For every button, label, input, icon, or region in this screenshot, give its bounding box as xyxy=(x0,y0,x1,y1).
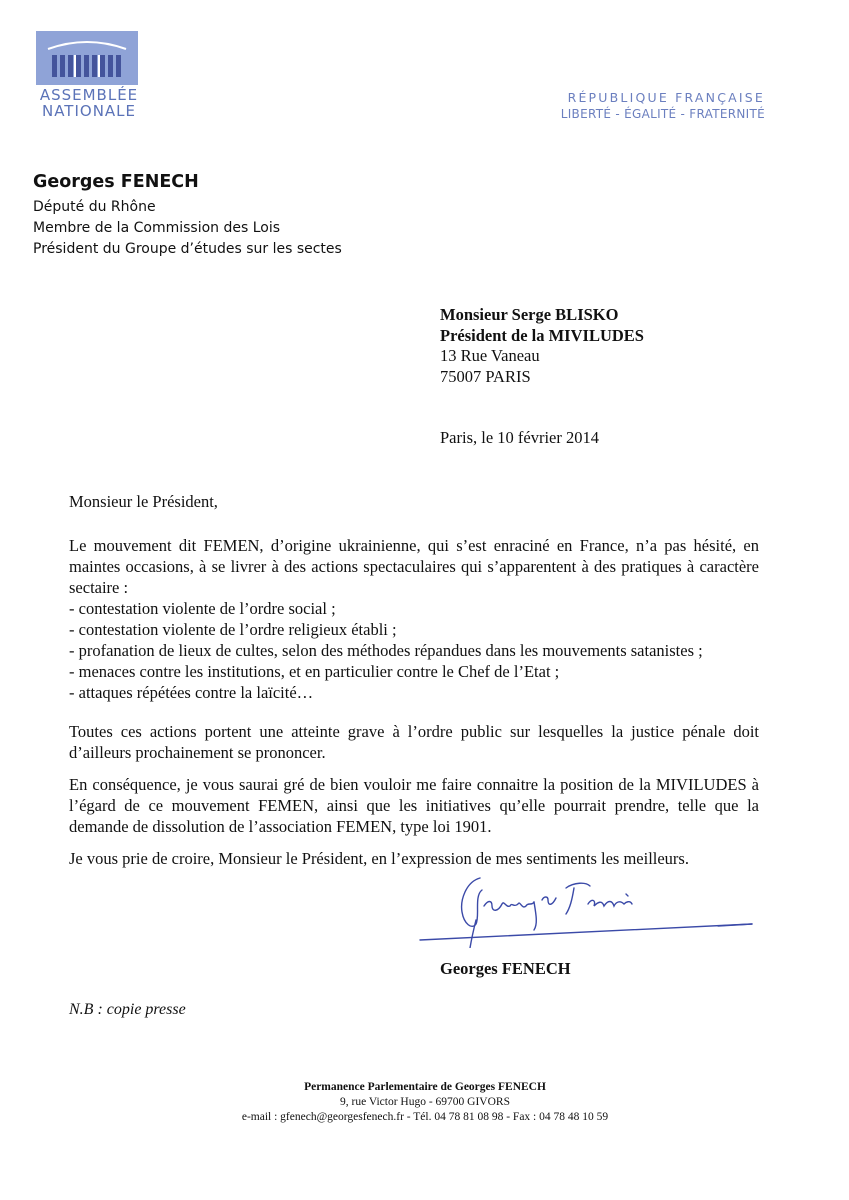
body-paragraph-1 xyxy=(69,535,759,703)
closing-paragraph: Je vous prie de croire, Monsieur le Président, en l’expression de mes sentiments les meilleurs. xyxy=(69,849,689,868)
sender-block xyxy=(33,170,342,260)
recipient-block xyxy=(440,305,644,387)
republic-header xyxy=(561,89,765,123)
sender-title-1: Député du Rhône xyxy=(33,199,156,215)
logo-line-1: ASSEMBLÉE xyxy=(39,86,139,104)
recipient-title: Président de la MIVILUDES xyxy=(440,325,644,345)
republic-title: RÉPUBLIQUE FRANÇAISE xyxy=(567,90,765,105)
body-intro: Le mouvement dit FEMEN, d’origine ukrainienne, qui s’est enraciné en France, n’a pas hésité, en maintes occasions, à se livrer à des actions spectaculaires qui s’apparentent à des pratiques à caractère sectaire : xyxy=(69,536,759,597)
footer-contact: e-mail : gfenech@georgesfenech.fr - Tél. 04 78 81 08 98 - Fax : 04 78 48 10 59 xyxy=(241,1111,609,1123)
footer-address: 9, rue Victor Hugo - 69700 GIVORS xyxy=(340,1096,510,1108)
recipient-street: 13 Rue Vaneau xyxy=(440,346,540,365)
sender-title-2: Membre de la Commission des Lois xyxy=(33,220,281,236)
hemicycle-columns-icon xyxy=(36,31,138,85)
list-item: - menaces contre les institutions, et en particulier contre le Chef de l’Etat ; xyxy=(69,662,560,681)
sender-title-3: Président du Groupe d’études sur les sectes xyxy=(33,241,342,257)
salutation: Monsieur le Président, xyxy=(69,492,218,511)
logo-line-2: NATIONALE xyxy=(41,102,137,120)
footer xyxy=(150,1080,700,1125)
list-item: - profanation de lieux de cultes, selon des méthodes répandues dans les mouvements satanistes ; xyxy=(69,641,703,660)
body-paragraph-3: En conséquence, je vous saurai gré de bien vouloir me faire connaitre la position de la MIVILUDES à l’égard de ce mouvement FEMEN, ainsi que les initiatives qu’elle pourrait prendre, telle que la demande de dissolution de l’association FEMEN, type loi 1901. xyxy=(69,775,759,836)
recipient-city: 75007 PARIS xyxy=(440,366,531,386)
list-item: - contestation violente de l’ordre social ; xyxy=(69,599,336,618)
handwritten-signature xyxy=(418,866,758,948)
logo-caption xyxy=(34,87,144,119)
sender-name: Georges FENECH xyxy=(33,172,199,192)
footer-office: Permanence Parlementaire de Georges FENECH xyxy=(304,1081,546,1093)
assemblee-nationale-logo xyxy=(36,31,138,85)
nb-note: N.B : copie presse xyxy=(69,1001,186,1018)
list-item: - contestation violente de l’ordre religieux établi ; xyxy=(69,620,397,639)
body-paragraph-2: Toutes ces actions portent une atteinte grave à l’ordre public sur lesquelles la justice pénale doit d’ailleurs prochainement se prononcer. xyxy=(69,722,759,762)
recipient-name: Monsieur Serge BLISKO xyxy=(440,305,619,324)
signatory-name: Georges FENECH xyxy=(440,959,571,978)
list-item: - attaques répétées contre la laïcité… xyxy=(69,683,314,702)
republic-motto: LIBERTÉ - ÉGALITÉ - FRATERNITÉ xyxy=(560,107,765,121)
letter-date: Paris, le 10 février 2014 xyxy=(440,428,599,447)
